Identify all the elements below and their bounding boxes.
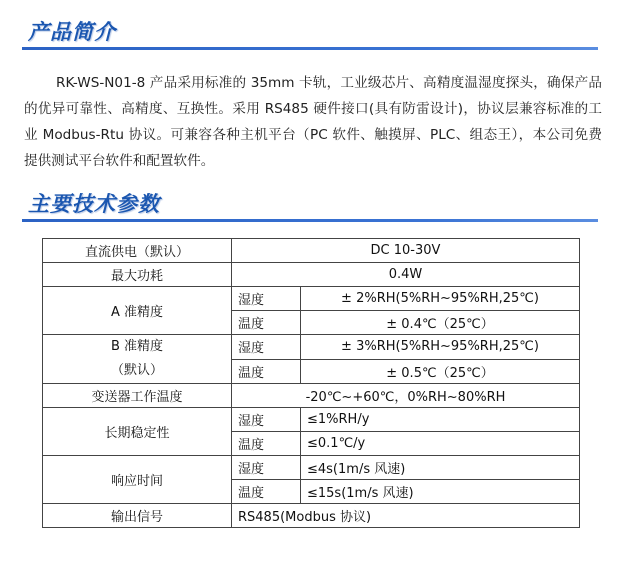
b-accuracy-label-line2: （默认） [110,363,163,378]
response-humidity-value: ≤4s(1m/s 风速) [301,456,580,480]
table-row [43,456,580,480]
section-title: 主要技术参数 [28,192,160,216]
table-row [43,384,580,408]
max-power-value: 0.4W [232,263,580,287]
intro-text: RK-WS-N01-8 产品采用标准的 35mm 卡轨，工业级芯片、高精度温湿度探头，确保产品的优异可靠性、高精度、互换性。采用 RS485 硬件接口(具有防雷设计)，协议层兼容标准的工业 Modbus-Rtu 协议。可兼容各种主机平台（PC 软件、触摸屏、PLC、组态王），本公司免费提供测试平台软件和配置软件。 [24,75,602,169]
work-temp-label: 变送器工作温度 [43,384,232,408]
response-label: 响应时间 [43,456,232,504]
a-accuracy-label: A 准精度 [43,287,232,335]
power-label: 直流供电（默认） [43,239,232,263]
section-header-intro [22,14,598,50]
section-title: 产品简介 [28,20,116,44]
table-row [43,239,580,263]
b-temp-label: 温度 [232,359,301,384]
stability-temp-label: 温度 [232,432,301,456]
table-row [43,263,580,287]
table-row [43,408,580,432]
output-value: RS485(Modbus 协议) [232,504,580,528]
table-row [43,335,580,360]
section-divider [22,47,598,50]
a-humidity-label: 湿度 [232,287,301,311]
b-humidity-label: 湿度 [232,335,301,360]
response-temp-label: 温度 [232,480,301,504]
section-header-specs [22,186,598,222]
output-label: 输出信号 [43,504,232,528]
stability-label: 长期稳定性 [43,408,232,456]
stability-temp-value: ≤0.1℃/y [301,432,580,456]
a-temp-value: ± 0.4℃（25℃） [301,311,580,335]
b-humidity-value: ± 3%RH(5%RH~95%RH,25℃) [301,335,580,360]
power-value: DC 10-30V [232,239,580,263]
response-temp-value: ≤15s(1m/s 风速) [301,480,580,504]
a-humidity-value: ± 2%RH(5%RH~95%RH,25℃) [301,287,580,311]
b-accuracy-label-line1: B 准精度 [110,339,164,354]
table-row [43,287,580,311]
max-power-label: 最大功耗 [43,263,232,287]
intro-paragraph [24,70,602,174]
a-temp-label: 温度 [232,311,301,335]
b-temp-value: ± 0.5℃（25℃） [301,359,580,384]
work-temp-value: -20℃~+60℃，0%RH~80%RH [232,384,580,408]
b-accuracy-label [43,335,232,384]
table-row [43,504,580,528]
stability-humidity-value: ≤1%RH/y [301,408,580,432]
response-humidity-label: 湿度 [232,456,301,480]
stability-humidity-label: 湿度 [232,408,301,432]
section-divider [22,219,598,222]
spec-table [42,238,580,528]
